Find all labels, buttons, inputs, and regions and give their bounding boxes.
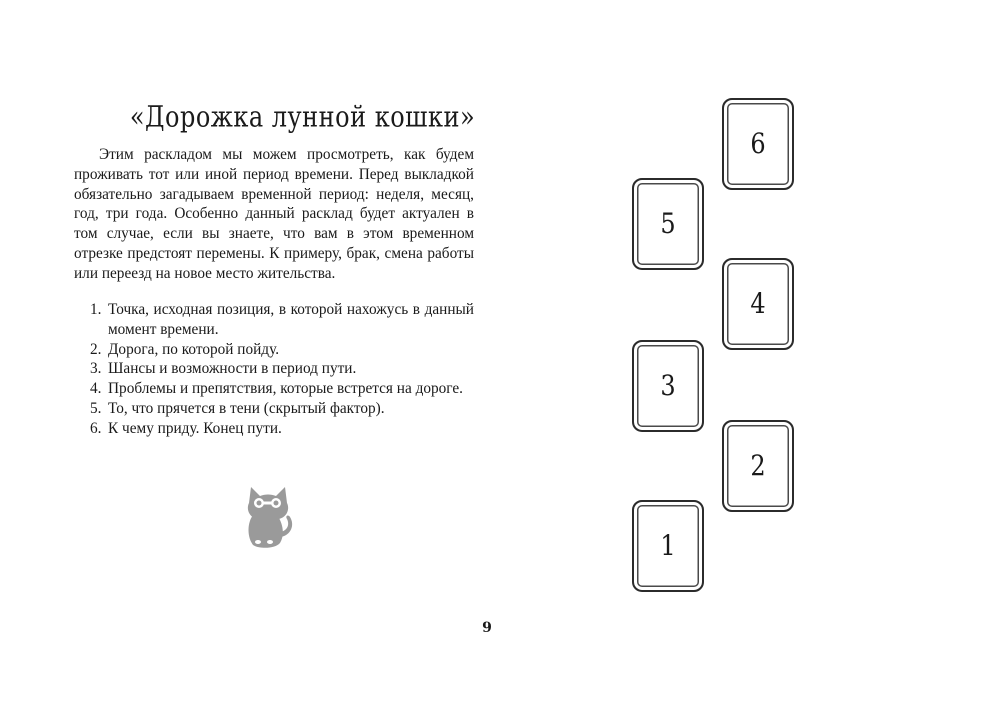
- spread-card-1: [632, 500, 704, 592]
- list-item-text: Шансы и возможности в период пути.: [108, 360, 357, 378]
- list-item-text: Дорога, по которой пойду.: [108, 340, 280, 358]
- card-number: 6: [750, 127, 766, 161]
- card-number: 1: [660, 529, 676, 563]
- card-number: 2: [750, 449, 766, 483]
- list-item-number: 3.: [90, 360, 102, 378]
- list-item-number: 5.: [90, 399, 102, 417]
- list-item: [74, 419, 474, 439]
- spread-card-4: [722, 258, 794, 350]
- list-item: [74, 379, 474, 399]
- list-item: [74, 359, 474, 379]
- spread-card-3: [632, 340, 704, 432]
- card-number: 5: [660, 207, 676, 241]
- list-item-number: 1.: [90, 301, 102, 318]
- list-item: [74, 300, 474, 340]
- list-item-number: 6.: [90, 419, 102, 437]
- list-item-text: То, что прячется в тени (скрытый фактор).: [108, 399, 385, 417]
- card-positions-list: [74, 300, 474, 439]
- list-item: [74, 340, 474, 360]
- list-item-text: Проблемы и препятствия, которые встрется на дороге.: [108, 380, 463, 398]
- page-number: 9: [482, 620, 492, 636]
- intro-paragraph: Этим раскладом мы можем просмотреть, как будем проживать тот или иной период времени. Перед выкладкой обязательно загадываем временной период: неделя, месяц, год, три года. Особенно данный расклад будет актуален в том случае, если вы знаете, что вам в этом временном отрезке предстоят перемены. К примеру, брак, смена работы или переезд на новое место жительства.: [74, 146, 474, 282]
- card-number: 4: [750, 287, 766, 321]
- spread-card-2: [722, 420, 794, 512]
- list-item-text: Точка, исходная позиция, в которой нахожусь в данный момент времени.: [108, 301, 474, 338]
- cat-icon: [241, 485, 296, 549]
- spread-card-6: [722, 98, 794, 190]
- list-item-number: 4.: [90, 380, 102, 398]
- list-item: [74, 399, 474, 419]
- card-number: 3: [660, 369, 676, 403]
- spread-card-5: [632, 178, 704, 270]
- list-item-text: К чему приду. Конец пути.: [108, 419, 282, 437]
- list-item-number: 2.: [90, 340, 102, 358]
- page-title: «Дорожка лунной кошки»: [129, 100, 476, 134]
